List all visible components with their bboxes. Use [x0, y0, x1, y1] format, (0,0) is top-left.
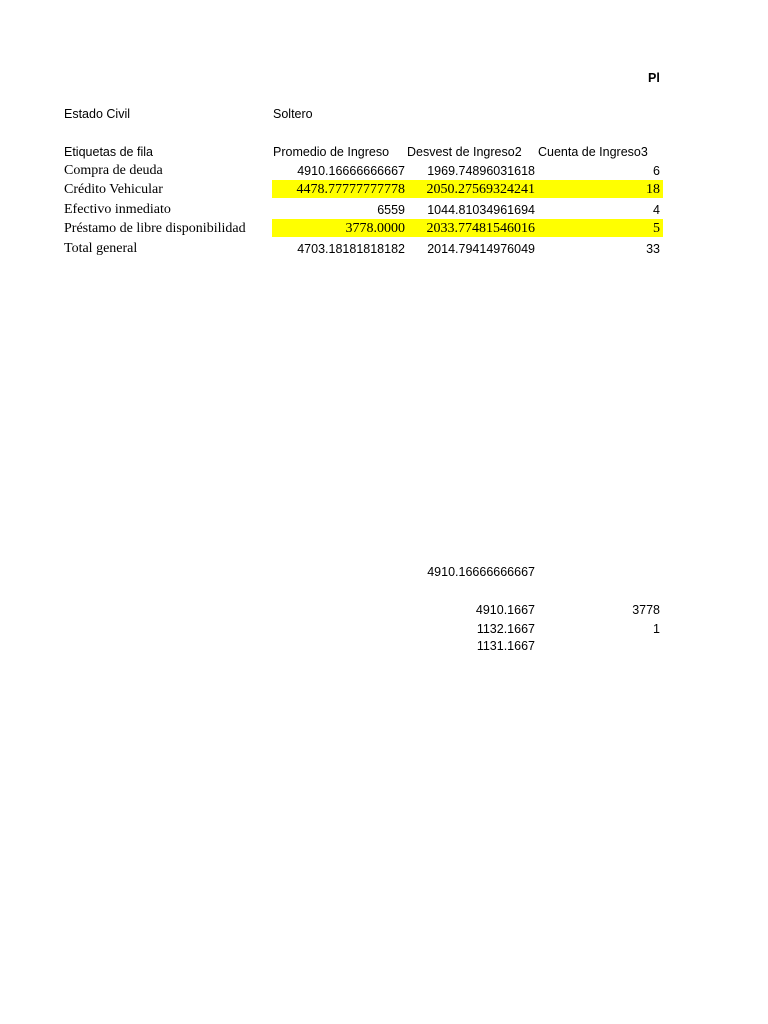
- header-stdev[interactable]: Desvest de Ingreso2: [407, 145, 522, 159]
- filter-value[interactable]: Soltero: [273, 107, 313, 121]
- row-avg[interactable]: 6559: [377, 203, 405, 217]
- calc-cell[interactable]: 1131.1667: [476, 639, 535, 653]
- row-label[interactable]: Efectivo inmediato: [64, 202, 171, 217]
- row-stdev-total[interactable]: 2014.79414976049: [427, 242, 535, 256]
- calc-cell[interactable]: 3778: [632, 603, 660, 617]
- row-avg[interactable]: 4478.77777777778: [296, 182, 405, 197]
- row-stdev[interactable]: 2050.27569324241: [426, 182, 535, 197]
- row-avg[interactable]: 3778.0000: [345, 221, 405, 236]
- row-stdev[interactable]: 1044.81034961694: [427, 203, 535, 217]
- calc-cell[interactable]: 1: [653, 622, 660, 636]
- row-avg-total[interactable]: 4703.18181818182: [297, 242, 405, 256]
- header-count[interactable]: Cuenta de Ingreso3: [538, 145, 648, 159]
- row-stdev[interactable]: 2033.77481546016: [426, 221, 535, 236]
- row-label-total[interactable]: Total general: [64, 241, 138, 256]
- row-count[interactable]: 4: [653, 203, 660, 217]
- row-label[interactable]: Compra de deuda: [64, 163, 163, 178]
- corner-label: Pl: [648, 71, 660, 85]
- row-count[interactable]: 18: [646, 182, 660, 197]
- calc-cell[interactable]: 4910.1667: [475, 603, 535, 617]
- filter-label[interactable]: Estado Civil: [64, 107, 130, 121]
- row-label[interactable]: Préstamo de libre disponibilidad: [64, 221, 246, 236]
- row-count[interactable]: 5: [653, 221, 660, 236]
- row-stdev[interactable]: 1969.74896031618: [427, 164, 535, 178]
- row-count-total[interactable]: 33: [646, 242, 660, 256]
- header-row-labels[interactable]: Etiquetas de fila: [64, 145, 153, 159]
- row-label[interactable]: Crédito Vehicular: [64, 182, 163, 197]
- row-count[interactable]: 6: [653, 164, 660, 178]
- row-avg[interactable]: 4910.16666666667: [297, 164, 405, 178]
- calc-cell[interactable]: 4910.16666666667: [427, 565, 535, 579]
- calc-cell[interactable]: 1132.1667: [476, 622, 535, 636]
- header-avg[interactable]: Promedio de Ingreso: [273, 145, 390, 159]
